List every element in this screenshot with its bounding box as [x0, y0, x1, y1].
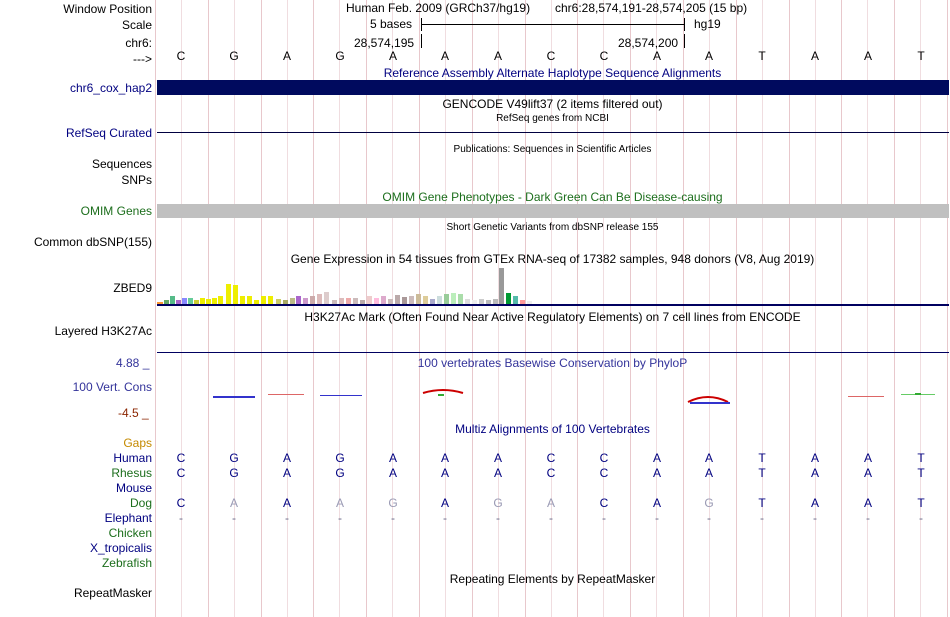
phylop-mark — [688, 397, 728, 402]
h3k27ac-title[interactable]: H3K27Ac Mark (Often Found Near Active Regulatory Elements) on 7 cell lines from ENCODE — [304, 310, 801, 324]
gtex-bar — [381, 296, 386, 304]
aligned-base: A — [863, 451, 872, 465]
phylop-min-label: -4.5 _ — [118, 406, 149, 420]
phylop-mark — [320, 395, 362, 396]
publications-snps-label[interactable]: SNPs — [121, 173, 152, 187]
gtex-bar — [402, 297, 407, 304]
aligned-base: A — [493, 451, 502, 465]
aligned-base: G — [388, 496, 398, 510]
refseq-gene-line[interactable] — [157, 132, 949, 133]
aligned-base: C — [176, 466, 186, 480]
window-position-value: chr6:28,574,191-28,574,205 (15 bp) — [555, 1, 748, 15]
gtex-track-border — [157, 304, 949, 306]
aligned-base: A — [282, 451, 291, 465]
gencode-title[interactable]: GENCODE V49lift37 (2 items filtered out) — [442, 97, 663, 111]
gtex-gene-label[interactable]: ZBED9 — [113, 281, 152, 295]
aligned-base: - — [602, 511, 606, 525]
aligned-base: - — [179, 511, 183, 525]
aligned-base: T — [917, 466, 925, 480]
gtex-bar — [296, 296, 301, 304]
aligned-base: - — [655, 511, 659, 525]
gtex-bar — [409, 296, 414, 304]
aligned-base: C — [546, 451, 556, 465]
aligned-base: A — [282, 466, 291, 480]
gtex-bar — [226, 284, 231, 304]
coord-right: 28,574,200 — [618, 36, 679, 50]
aligned-base: C — [599, 451, 609, 465]
scale-bar — [421, 24, 685, 25]
reference-base: A — [493, 49, 502, 63]
publications-sequences-label[interactable]: Sequences — [91, 157, 152, 171]
aligned-base: - — [391, 511, 395, 525]
species-label[interactable]: Chicken — [108, 526, 152, 540]
alt-haplotype-title[interactable]: Reference Assembly Alternate Haplotype Sequence Alignments — [383, 66, 722, 80]
aligned-base: A — [810, 466, 819, 480]
species-label[interactable]: Mouse — [115, 481, 152, 495]
gtex-bar — [458, 294, 463, 304]
aligned-base: - — [866, 511, 870, 525]
scale-text: 5 bases — [370, 17, 413, 31]
aligned-base: C — [546, 466, 556, 480]
aligned-base: A — [388, 451, 397, 465]
reference-base: G — [335, 49, 345, 63]
reference-base: A — [810, 49, 819, 63]
aligned-base: - — [443, 511, 447, 525]
aligned-base: G — [229, 451, 239, 465]
aligned-base: - — [813, 511, 817, 525]
dbsnp-title[interactable]: Short Genetic Variants from dbSNP release 155 — [446, 222, 659, 233]
aligned-base: G — [704, 496, 714, 510]
aligned-base: A — [440, 451, 449, 465]
scale-label: Scale — [121, 18, 152, 32]
aligned-base: - — [919, 511, 923, 525]
strand-arrow-label: ---> — [133, 52, 152, 66]
assembly-name: Human Feb. 2009 (GRCh37/hg19) — [346, 1, 531, 15]
species-label[interactable]: Human — [113, 451, 152, 465]
aligned-base: - — [496, 511, 500, 525]
aligned-base: A — [863, 496, 872, 510]
species-label[interactable]: X_tropicalis — [89, 541, 152, 555]
phylop-mark — [438, 394, 444, 396]
gtex-bar — [395, 295, 400, 304]
dbsnp-label[interactable]: Common dbSNP(155) — [33, 235, 152, 249]
gtex-bar — [247, 296, 252, 304]
aligned-base: A — [388, 466, 397, 480]
omim-title[interactable]: OMIM Gene Phenotypes - Dark Green Can Be Disease-causing — [382, 190, 723, 204]
coord-left: 28,574,195 — [354, 36, 415, 50]
phylop-mark — [848, 396, 884, 397]
gtex-bar — [499, 268, 504, 304]
aligned-base: A — [652, 496, 661, 510]
gtex-bar — [506, 293, 511, 304]
scale-bar-tick-left — [421, 18, 422, 31]
base-boundary-line — [155, 0, 156, 617]
aligned-base: A — [282, 496, 291, 510]
aligned-base: G — [335, 451, 345, 465]
reference-base: A — [863, 49, 872, 63]
aligned-base: - — [232, 511, 236, 525]
aligned-base: A — [652, 451, 661, 465]
multiz-title[interactable]: Multiz Alignments of 100 Vertebrates — [455, 422, 650, 436]
aligned-base: - — [338, 511, 342, 525]
species-label[interactable]: Zebrafish — [101, 556, 152, 570]
gtex-bar — [423, 296, 428, 304]
aligned-base: A — [440, 496, 449, 510]
phylop-title[interactable]: 100 vertebrates Basewise Conservation by PhyloP — [417, 356, 688, 370]
repeatmasker-label[interactable]: RepeatMasker — [73, 586, 152, 600]
aligned-base: T — [758, 451, 766, 465]
aligned-base: T — [917, 496, 925, 510]
aligned-base: A — [863, 466, 872, 480]
species-label[interactable]: Dog — [129, 496, 152, 510]
aligned-base: A — [493, 466, 502, 480]
aligned-base: A — [704, 451, 713, 465]
gtex-bar — [451, 293, 456, 304]
gtex-bar — [218, 296, 223, 304]
h3k27ac-label[interactable]: Layered H3K27Ac — [54, 324, 152, 338]
reference-base: A — [282, 49, 291, 63]
aligned-base: A — [546, 496, 555, 510]
aligned-base: A — [652, 466, 661, 480]
gtex-bar — [324, 292, 329, 304]
aligned-base: A — [810, 496, 819, 510]
gtex-bar — [513, 296, 518, 304]
aligned-base: T — [758, 466, 766, 480]
aligned-base: T — [917, 451, 925, 465]
phylop-max-label: 4.88 _ — [116, 356, 150, 370]
chrom-label: chr6: — [125, 36, 152, 50]
aligned-base: G — [335, 466, 345, 480]
alt-haplotype-label[interactable]: chr6_cox_hap2 — [69, 81, 152, 95]
phylop-mark — [423, 390, 463, 393]
reference-base: G — [229, 49, 239, 63]
aligned-base: - — [707, 511, 711, 525]
reference-base: A — [652, 49, 661, 63]
alt-haplotype-alignment-bar[interactable] — [157, 80, 949, 95]
scale-db: hg19 — [694, 17, 721, 31]
reference-base: A — [388, 49, 397, 63]
h3k27ac-baseline — [157, 352, 949, 353]
coord-right-tick — [684, 34, 685, 48]
phylop-mark — [268, 394, 304, 395]
aligned-base: T — [758, 496, 766, 510]
phylop-mark — [690, 402, 730, 404]
phylop-mark — [901, 394, 935, 395]
reference-base: T — [917, 49, 925, 63]
aligned-base: C — [599, 466, 609, 480]
aligned-base: - — [760, 511, 764, 525]
refseq-subtitle[interactable]: RefSeq genes from NCBI — [496, 113, 609, 124]
refseq-label[interactable]: RefSeq Curated — [65, 126, 152, 140]
phylop-label[interactable]: 100 Vert. Cons — [72, 380, 152, 394]
reference-base: A — [440, 49, 449, 63]
gtex-bar — [268, 296, 273, 304]
aligned-base: A — [335, 496, 344, 510]
publications-title[interactable]: Publications: Sequences in Scientific Articles — [453, 144, 652, 155]
scale-bar-tick-right — [684, 18, 685, 31]
reference-base: C — [176, 49, 186, 63]
multiz-gaps-label: Gaps — [123, 436, 152, 450]
reference-base: A — [704, 49, 713, 63]
aligned-base: C — [176, 451, 186, 465]
omim-phenotype-bar[interactable] — [157, 204, 949, 218]
aligned-base: A — [229, 496, 238, 510]
gtex-bar — [367, 296, 372, 304]
aligned-base: - — [549, 511, 553, 525]
aligned-base: G — [229, 466, 239, 480]
aligned-base: G — [493, 496, 503, 510]
species-label[interactable]: Elephant — [104, 511, 152, 525]
gtex-bar — [240, 296, 245, 304]
aligned-base: A — [704, 466, 713, 480]
coord-left-tick — [421, 34, 422, 48]
repeatmasker-title[interactable]: Repeating Elements by RepeatMasker — [449, 572, 656, 586]
aligned-base: A — [810, 451, 819, 465]
reference-base: T — [758, 49, 766, 63]
gtex-bar — [170, 296, 175, 304]
aligned-base: C — [599, 496, 609, 510]
gtex-bar — [437, 296, 442, 304]
gtex-bar — [317, 294, 322, 304]
gtex-title[interactable]: Gene Expression in 54 tissues from GTEx RNA-seq of 17382 samples, 948 donors (V8, Aug 2019) — [290, 252, 815, 266]
aligned-base: A — [440, 466, 449, 480]
reference-base: C — [599, 49, 609, 63]
reference-base: C — [546, 49, 556, 63]
window-position-label: Window Position — [63, 2, 152, 16]
omim-label[interactable]: OMIM Genes — [80, 204, 152, 218]
aligned-base: - — [285, 511, 289, 525]
species-label[interactable]: Rhesus — [111, 466, 152, 480]
aligned-base: C — [176, 496, 186, 510]
